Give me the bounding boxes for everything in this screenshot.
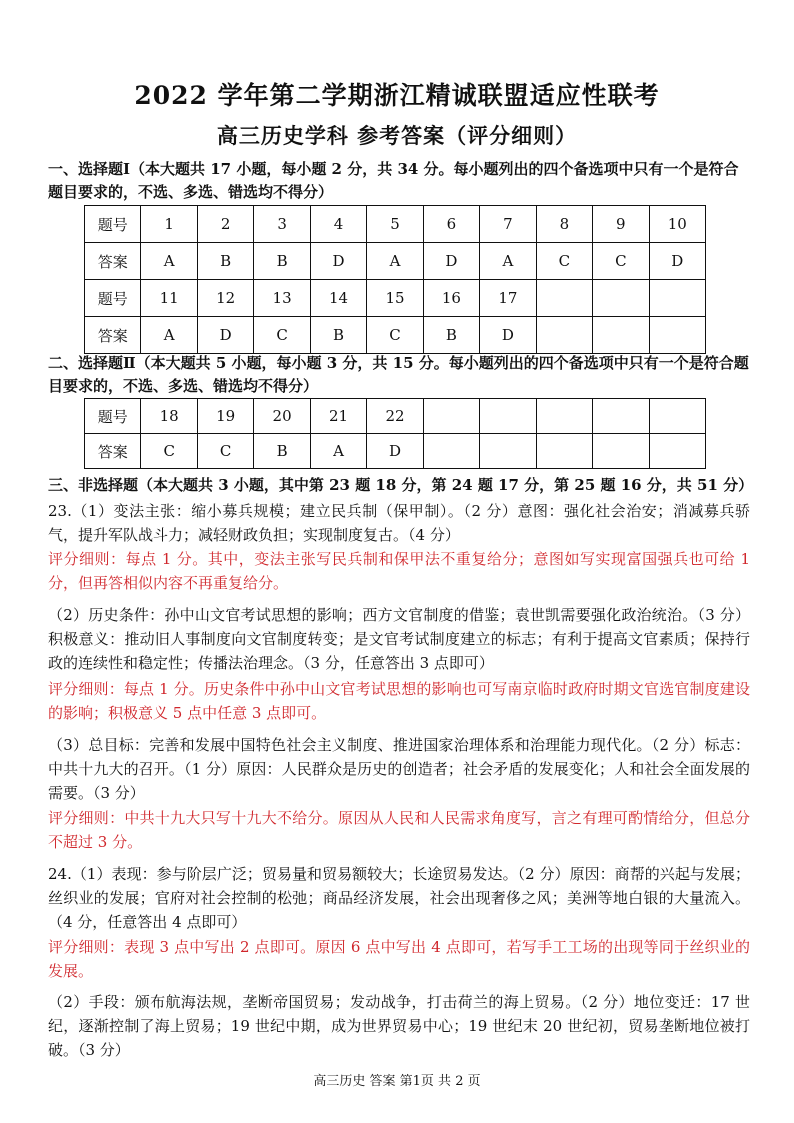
- answer-table-row: [85, 317, 706, 354]
- answer-table-cell: 15: [367, 280, 423, 317]
- choice-answer-table-1: [84, 205, 706, 354]
- answer-table-cell: 6: [423, 206, 479, 243]
- answer-table-cell: 18: [141, 399, 197, 434]
- answer-table-cell: 9: [593, 206, 649, 243]
- section2-heading: 二、选择题Ⅱ（本大题共 5 小题，每小题 3 分，共 15 分。每小题列出的四个备选项中只有一个是符合题目要求的，不选、多选、错选均不得分）: [48, 354, 749, 395]
- answer-table-cell: [593, 317, 649, 354]
- answer-table-cell: [536, 434, 592, 469]
- answer-table-row: [85, 434, 706, 469]
- answer-table-cell: [480, 399, 536, 434]
- answer-table-cell: [649, 399, 705, 434]
- answer-table-cell: C: [593, 243, 649, 280]
- answer-table-cell: C: [536, 243, 592, 280]
- answer-table-cell: 16: [423, 280, 479, 317]
- answer-table-cell: D: [423, 243, 479, 280]
- answer-key-subtitle: 高三历史学科 参考答案（评分细则）: [216, 123, 578, 148]
- answer-table-cell: 19: [197, 399, 253, 434]
- page-footer: 高三历史 答案 第1页 共 2 页: [313, 1074, 481, 1089]
- answer-table-cell: [649, 434, 705, 469]
- answer-table-cell: C: [254, 317, 310, 354]
- section3-heading: 三、非选择题（本大题共 3 小题，其中第 23 题 18 分，第 24 题 17 分，第 25 题 16 分，共 51 分）: [48, 476, 754, 494]
- answer-table-cell: D: [197, 317, 253, 354]
- answer-table-cell: [593, 434, 649, 469]
- answer-table-row-header: 题号: [85, 399, 141, 434]
- answer-table-cell: D: [480, 317, 536, 354]
- answer-table-row: [85, 399, 706, 434]
- answer-table-row-header: 答案: [85, 434, 141, 469]
- answer-table-cell: C: [367, 317, 423, 354]
- answer-table-cell: D: [367, 434, 423, 469]
- answer-table-cell: [480, 434, 536, 469]
- answer-table-cell: A: [141, 317, 197, 354]
- answer-table-cell: 5: [367, 206, 423, 243]
- answer-table-cell: B: [254, 434, 310, 469]
- answer-table-cell: 7: [480, 206, 536, 243]
- section1-heading: 一、选择题Ⅰ（本大题共 17 小题，每小题 2 分，共 34 分。每小题列出的四个备选项中只有一个是符合题目要求的，不选、多选、错选均不得分）: [48, 160, 739, 201]
- answer-table-cell: A: [480, 243, 536, 280]
- answer-table-row-header: 答案: [85, 243, 141, 280]
- answer-table-cell: B: [423, 317, 479, 354]
- answer-table-cell: B: [254, 243, 310, 280]
- answer-table-cell: [593, 399, 649, 434]
- answer-table-row-header: 题号: [85, 206, 141, 243]
- answer-table-cell: [649, 280, 705, 317]
- q23-part1-answer: 23.（1）变法主张：缩小募兵规模；建立民兵制（保甲制）。（2 分）意图：强化社会治安；消减募兵骄气，提升军队战斗力；减轻财政负担；实现制度复古。（4 分）: [48, 502, 750, 544]
- q23-part2-rubric: 评分细则：每点 1 分。历史条件中孙中山文官考试思想的影响也可写南京临时政府时期文官选官制度建设的影响；积极意义 5 点中任意 3 点即可。: [48, 680, 750, 722]
- answer-table-cell: A: [141, 243, 197, 280]
- q24-part1-answer: 24.（1）表现：参与阶层广泛；贸易量和贸易额较大；长途贸易发达。（2 分）原因：商帮的兴起与发展；丝织业的发展；官府对社会控制的松弛；商品经济发展，社会出现奢侈之风；美洲等地白银的大量流入。（4 分，任意答出 4 点即可）: [48, 865, 750, 931]
- answer-table-cell: C: [141, 434, 197, 469]
- q23-part2-answer: （2）历史条件：孙中山文官考试思想的影响；西方文官制度的借鉴；袁世凯需要强化政治统治。（3 分）积极意义：推动旧人事制度向文官制度转变；是文官考试制度建立的标志；有利于提高文官素质；保持行政的连续性和稳定性；传播法治理念。（3 分，任意答出 3 点即可）: [48, 606, 750, 672]
- answer-table-row-header: 题号: [85, 280, 141, 317]
- answer-table-cell: B: [310, 317, 366, 354]
- q23-part3-answer: （3）总目标：完善和发展中国特色社会主义制度、推进国家治理体系和治理能力现代化。（2 分）标志：中共十九大的召开。（1 分）原因：人民群众是历史的创造者；社会矛盾的发展变化；人和社会全面发展的需要。（3 分）: [48, 736, 750, 802]
- answer-table-cell: 8: [536, 206, 592, 243]
- choice-answer-table-2: [84, 398, 706, 469]
- q23-part1-rubric: 评分细则：每点 1 分。其中，变法主张写民兵制和保甲法不重复给分；意图如写实现富国强兵也可给 1 分，但再答相似内容不再重复给分。: [48, 550, 750, 592]
- answer-table-cell: A: [310, 434, 366, 469]
- answer-table-cell: 14: [310, 280, 366, 317]
- answer-table-cell: [593, 280, 649, 317]
- answer-table-cell: 20: [254, 399, 310, 434]
- answer-table-cell: 2: [197, 206, 253, 243]
- answer-table-cell: B: [197, 243, 253, 280]
- answer-table-row-header: 答案: [85, 317, 141, 354]
- answer-table-cell: 22: [367, 399, 423, 434]
- answer-table-cell: 12: [197, 280, 253, 317]
- q23-part3-rubric: 评分细则：中共十九大只写十九大不给分。原因从人民和人民需求角度写，言之有理可酌情给分，但总分不超过 3 分。: [48, 809, 750, 851]
- answer-table-cell: 10: [649, 206, 705, 243]
- answer-table-cell: [649, 317, 705, 354]
- exam-title: 2022 学年第二学期浙江精诚联盟适应性联考: [134, 81, 660, 110]
- answer-table-cell: 1: [141, 206, 197, 243]
- answer-table-row: [85, 206, 706, 243]
- answer-table-cell: [423, 399, 479, 434]
- answer-table-row: [85, 243, 706, 280]
- answer-table-cell: 11: [141, 280, 197, 317]
- answer-table-cell: [423, 434, 479, 469]
- q24-part2-answer: （2）手段：颁布航海法规，垄断帝国贸易；发动战争，打击荷兰的海上贸易。（2 分）地位变迁：17 世纪，逐渐控制了海上贸易；19 世纪中期，成为世界贸易中心；19 世纪末 20 世纪初，贸易垄断地位被打破。（3 分）: [48, 993, 750, 1059]
- answer-table-cell: [536, 317, 592, 354]
- answer-table-cell: D: [649, 243, 705, 280]
- answer-table-cell: 17: [480, 280, 536, 317]
- answer-table-cell: 4: [310, 206, 366, 243]
- answer-table-cell: D: [310, 243, 366, 280]
- answer-table-cell: A: [367, 243, 423, 280]
- answer-table-cell: 21: [310, 399, 366, 434]
- answer-table-cell: [536, 280, 592, 317]
- q24-part1-rubric: 评分细则：表现 3 点中写出 2 点即可。原因 6 点中写出 4 点即可，若写手工工场的出现等同于丝织业的发展。: [48, 938, 750, 980]
- answer-table-row: [85, 280, 706, 317]
- answer-table-cell: [536, 399, 592, 434]
- answer-table-cell: C: [197, 434, 253, 469]
- answer-table-cell: 13: [254, 280, 310, 317]
- answer-table-cell: 3: [254, 206, 310, 243]
